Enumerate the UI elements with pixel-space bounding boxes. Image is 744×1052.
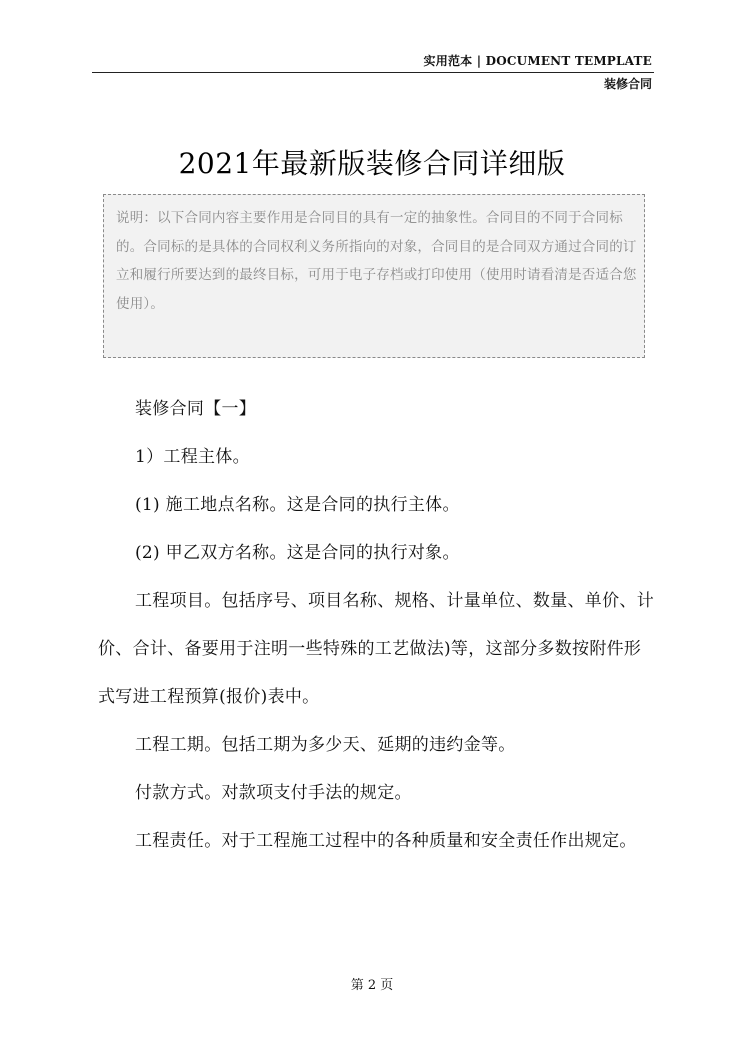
paragraph-payment: 付款方式。对款项支付手法的规定。 (135, 783, 412, 803)
document-title: 2021年最新版装修合同详细版 (178, 147, 566, 180)
paragraph-schedule: 工程工期。包括工期为多少天、延期的违约金等。 (135, 735, 516, 755)
paragraph-item-1: 1）工程主体。 (135, 447, 250, 467)
paragraph-item-1-1: (1) 施工地点名称。这是合同的执行主体。 (135, 495, 460, 515)
document-body (98, 385, 656, 865)
note-box (103, 194, 645, 358)
paragraph-section-heading: 装修合同【一】 (135, 399, 257, 419)
paragraph-item-1-2: (2) 甲乙双方名称。这是合同的执行对象。 (135, 543, 460, 563)
paragraph-responsibility: 工程责任。对于工程施工过程中的各种质量和安全责任作出规定。 (135, 831, 637, 851)
note-text: 说明：以下合同内容主要作用是合同目的具有一定的抽象性。合同目的不同于合同标的。合同标的是具体的合同权利义务所指向的对象，合同目的是合同双方通过合同的订立和履行所要达到的最终目标，可用于电子存档或打印使用（使用时请看清是否适合您使用）。 (116, 210, 637, 312)
header-document-type: 装修合同 (603, 77, 652, 91)
header-template-label: 实用范本 | DOCUMENT TEMPLATE (423, 54, 652, 68)
header-divider (92, 72, 654, 73)
page-number: 第 2 页 (350, 978, 394, 993)
paragraph-project: 工程项目。包括序号、项目名称、规格、计量单位、数量、单价、计价、合计、备要用于注明一些特殊的工艺做法)等，这部分多数按附件形式写进工程预算(报价)表中。 (98, 591, 654, 707)
